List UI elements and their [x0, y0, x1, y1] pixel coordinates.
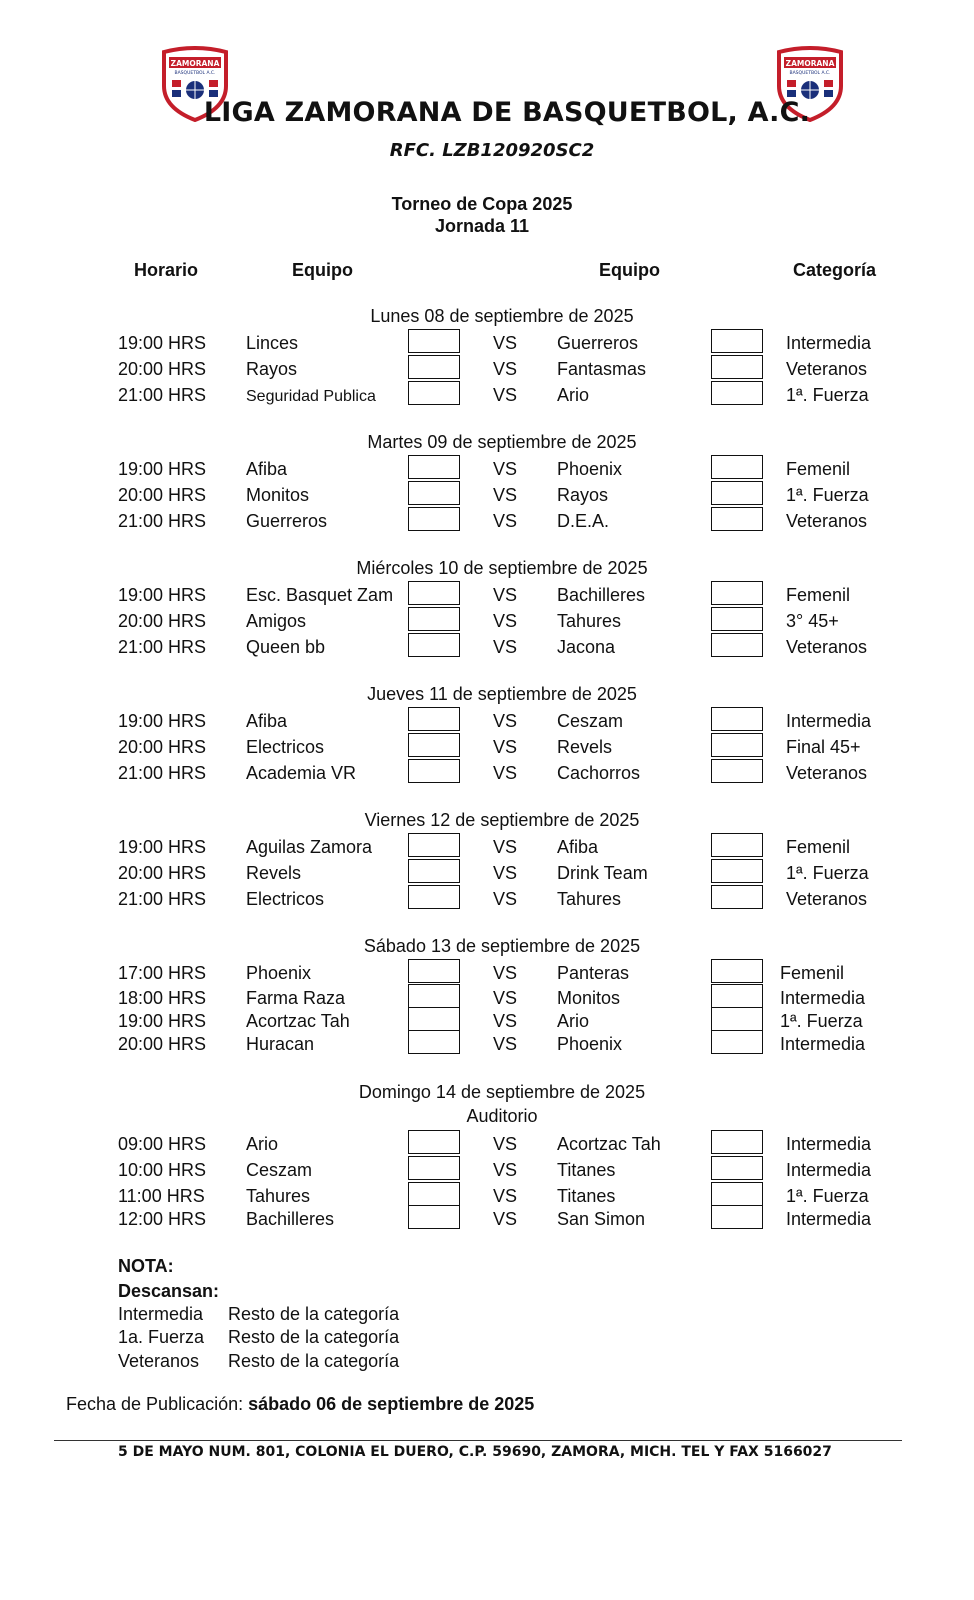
game-category: 3° 45+ — [786, 611, 839, 631]
score-box-away[interactable] — [711, 481, 763, 505]
versus-label: VS — [493, 385, 518, 405]
game-time: 20:00 HRS — [118, 611, 207, 631]
game-category: 1ª. Fuerza — [780, 1011, 863, 1031]
game-time: 20:00 HRS — [118, 359, 207, 379]
score-box-home[interactable] — [408, 381, 460, 405]
game-category: Veteranos — [786, 511, 868, 531]
score-box-home[interactable] — [408, 507, 460, 531]
team-away: Tahures — [557, 611, 622, 631]
game-category: Veteranos — [786, 763, 868, 783]
day-title: Jueves 11 de septiembre de 2025 — [367, 684, 637, 704]
versus-label: VS — [493, 1209, 518, 1229]
logo-text: ZAMORANA — [170, 59, 220, 68]
versus-label: VS — [493, 889, 518, 909]
game-category: Veteranos — [786, 637, 868, 657]
note-title: NOTA: — [118, 1256, 174, 1276]
team-away: Monitos — [557, 988, 621, 1008]
game-row — [0, 333, 974, 357]
team-home: Acortzac Tah — [246, 1011, 350, 1031]
publication-label: Fecha de Publicación: — [66, 1394, 244, 1414]
col-header-team-a: Equipo — [292, 260, 353, 280]
logo-text: ZAMORANA — [785, 59, 835, 68]
score-box-home[interactable] — [408, 1156, 460, 1180]
game-time: 20:00 HRS — [118, 863, 207, 883]
versus-label: VS — [493, 711, 518, 731]
score-box-home[interactable] — [408, 581, 460, 605]
team-away: Guerreros — [557, 333, 639, 353]
game-category: Veteranos — [786, 359, 868, 379]
game-time: 20:00 HRS — [118, 485, 207, 505]
game-row — [0, 1034, 974, 1058]
score-box-home[interactable] — [408, 833, 460, 857]
game-time: 21:00 HRS — [118, 385, 207, 405]
versus-label: VS — [493, 359, 518, 379]
team-home: Ceszam — [246, 1160, 313, 1180]
team-away: Panteras — [557, 963, 630, 983]
round-title: Jornada 11 — [434, 216, 530, 236]
score-box-home[interactable] — [408, 355, 460, 379]
game-time: 19:00 HRS — [118, 837, 207, 857]
team-away: San Simon — [557, 1209, 646, 1229]
game-time: 18:00 HRS — [118, 988, 207, 1008]
team-away: Ario — [557, 385, 590, 405]
score-box-away[interactable] — [711, 833, 763, 857]
tournament-heading — [0, 193, 974, 237]
game-category: Femenil — [786, 585, 851, 605]
team-away: Phoenix — [557, 459, 623, 479]
game-category: Veteranos — [786, 889, 868, 909]
team-home: Revels — [246, 863, 302, 883]
team-home: Afiba — [246, 459, 288, 479]
game-category: Intermedia — [780, 988, 866, 1008]
rest-text: Resto de la categoría — [228, 1304, 400, 1324]
team-home: Huracan — [246, 1034, 315, 1054]
day-title: Viernes 12 de septiembre de 2025 — [364, 810, 640, 830]
versus-label: VS — [493, 763, 518, 783]
game-time: 19:00 HRS — [118, 333, 207, 353]
team-home: Electricos — [246, 737, 325, 757]
game-row — [0, 585, 974, 609]
rest-category: Veteranos — [118, 1351, 200, 1371]
versus-label: VS — [493, 737, 518, 757]
score-box-home[interactable] — [408, 481, 460, 505]
versus-label: VS — [493, 333, 518, 353]
score-box-away[interactable] — [711, 759, 763, 783]
game-row — [0, 1134, 974, 1158]
game-category: Intermedia — [780, 1034, 866, 1054]
team-away: Cachorros — [557, 763, 641, 783]
score-box-away[interactable] — [711, 381, 763, 405]
versus-label: VS — [493, 611, 518, 631]
game-row — [0, 459, 974, 483]
team-home: Queen bb — [246, 637, 326, 657]
publication-value: sábado 06 de septiembre de 2025 — [248, 1394, 535, 1414]
team-away: Rayos — [557, 485, 609, 505]
team-home: Farma Raza — [246, 988, 346, 1008]
team-home: Bachilleres — [246, 1209, 335, 1229]
game-category: Intermedia — [786, 1160, 872, 1180]
score-box-home[interactable] — [408, 759, 460, 783]
team-home: Academia VR — [246, 763, 357, 783]
team-home: Phoenix — [246, 963, 312, 983]
score-box-home[interactable] — [408, 885, 460, 909]
game-category: Final 45+ — [786, 737, 861, 757]
game-time: 21:00 HRS — [118, 511, 207, 531]
game-row — [0, 1011, 974, 1035]
day-title: Miércoles 10 de septiembre de 2025 — [356, 558, 648, 578]
versus-label: VS — [493, 988, 518, 1008]
score-box-home[interactable] — [408, 1007, 460, 1031]
game-row — [0, 637, 974, 661]
score-box-away[interactable] — [711, 1182, 763, 1206]
game-row — [0, 485, 974, 509]
score-box-home[interactable] — [408, 1030, 460, 1054]
rest-category: Intermedia — [118, 1304, 204, 1324]
team-away: Revels — [557, 737, 613, 757]
team-away: Bachilleres — [557, 585, 646, 605]
footer-divider — [54, 1440, 902, 1441]
score-box-home[interactable] — [408, 1205, 460, 1229]
team-away: Phoenix — [557, 1034, 623, 1054]
team-away: Afiba — [557, 837, 599, 857]
rest-text: Resto de la categoría — [228, 1351, 400, 1371]
game-row — [0, 1209, 974, 1233]
team-home: Guerreros — [246, 511, 328, 531]
score-box-home[interactable] — [408, 455, 460, 479]
game-category: Intermedia — [786, 333, 872, 353]
team-away: D.E.A. — [557, 511, 610, 531]
versus-label: VS — [493, 963, 518, 983]
game-category: Femenil — [786, 837, 851, 857]
score-box-away[interactable] — [711, 959, 763, 983]
versus-label: VS — [493, 511, 518, 531]
game-time: 17:00 HRS — [118, 963, 207, 983]
team-home: Aguilas Zamora — [246, 837, 373, 857]
game-category: Intermedia — [786, 711, 872, 731]
day-title: Martes 09 de septiembre de 2025 — [367, 432, 637, 452]
score-box-home[interactable] — [408, 1182, 460, 1206]
score-box-away[interactable] — [711, 1030, 763, 1054]
col-header-team-b: Equipo — [599, 260, 660, 280]
team-away: Drink Team — [557, 863, 648, 883]
team-home: Seguridad Publica — [246, 388, 376, 405]
game-row — [0, 611, 974, 635]
game-category: Intermedia — [786, 1134, 872, 1154]
score-box-home[interactable] — [408, 607, 460, 631]
game-category: 1ª. Fuerza — [786, 863, 869, 883]
score-box-away[interactable] — [711, 507, 763, 531]
team-away: Fantasmas — [557, 359, 647, 379]
versus-label: VS — [493, 1011, 518, 1031]
team-home: Monitos — [246, 485, 310, 505]
score-box-away[interactable] — [711, 355, 763, 379]
game-time: 19:00 HRS — [118, 711, 207, 731]
venue-title: Auditorio — [466, 1106, 538, 1126]
rest-title: Descansan: — [118, 1281, 220, 1301]
score-box-away[interactable] — [711, 633, 763, 657]
versus-label: VS — [493, 1186, 518, 1206]
team-home: Afiba — [246, 711, 288, 731]
game-category: Femenil — [780, 963, 845, 983]
score-box-home[interactable] — [408, 959, 460, 983]
team-away: Tahures — [557, 889, 622, 909]
publication-date — [66, 1394, 534, 1415]
team-home: Ario — [246, 1134, 279, 1154]
score-box-home[interactable] — [408, 633, 460, 657]
game-row — [0, 711, 974, 735]
versus-label: VS — [493, 585, 518, 605]
score-box-away[interactable] — [711, 329, 763, 353]
game-time: 09:00 HRS — [118, 1134, 207, 1154]
versus-label: VS — [493, 863, 518, 883]
game-row — [0, 889, 974, 913]
game-row — [0, 511, 974, 535]
score-box-away[interactable] — [711, 1130, 763, 1154]
score-box-home[interactable] — [408, 733, 460, 757]
team-away: Ceszam — [557, 711, 624, 731]
score-box-away[interactable] — [711, 1156, 763, 1180]
game-row — [0, 963, 974, 987]
tournament-title: Torneo de Copa 2025 — [391, 194, 573, 214]
game-row — [0, 1186, 974, 1210]
game-row — [0, 863, 974, 887]
game-time: 19:00 HRS — [118, 1011, 207, 1031]
score-box-away[interactable] — [711, 455, 763, 479]
team-away: Acortzac Tah — [557, 1134, 661, 1154]
game-time: 21:00 HRS — [118, 889, 207, 909]
game-time: 12:00 HRS — [118, 1209, 207, 1229]
team-away: Titanes — [557, 1186, 616, 1206]
team-home: Esc. Basquet Zam — [246, 585, 394, 605]
game-row — [0, 763, 974, 787]
team-home: Tahures — [246, 1186, 311, 1206]
logo-subtext: BASQUETBOL A.C. — [174, 71, 216, 76]
versus-label: VS — [493, 837, 518, 857]
score-box-away[interactable] — [711, 1205, 763, 1229]
game-row — [0, 359, 974, 383]
game-time: 20:00 HRS — [118, 1034, 207, 1054]
score-box-home[interactable] — [408, 859, 460, 883]
rest-text: Resto de la categoría — [228, 1327, 400, 1347]
footer-address: 5 DE MAYO NUM. 801, COLONIA EL DUERO, C.P. 59690, ZAMORA, MICH. TEL Y FAX 5166027 — [118, 1444, 832, 1460]
versus-label: VS — [493, 1034, 518, 1054]
game-row — [0, 737, 974, 761]
game-row — [0, 988, 974, 1012]
game-category: Femenil — [786, 459, 851, 479]
team-away: Ario — [557, 1011, 590, 1031]
versus-label: VS — [493, 459, 518, 479]
team-home: Electricos — [246, 889, 325, 909]
score-box-away[interactable] — [711, 859, 763, 883]
score-box-away[interactable] — [711, 733, 763, 757]
game-row — [0, 385, 974, 409]
day-title: Lunes 08 de septiembre de 2025 — [370, 306, 634, 326]
score-box-home[interactable] — [408, 707, 460, 731]
org-name: LIGA ZAMORANA DE BASQUETBOL, A.C. — [203, 97, 811, 128]
game-time: 11:00 HRS — [118, 1186, 205, 1206]
versus-label: VS — [493, 1134, 518, 1154]
score-box-home[interactable] — [408, 329, 460, 353]
game-category: 1ª. Fuerza — [786, 385, 869, 405]
logo-subtext: BASQUETBOL A.C. — [789, 71, 831, 76]
col-header-time: Horario — [134, 260, 199, 280]
game-time: 21:00 HRS — [118, 637, 207, 657]
game-row — [0, 1160, 974, 1184]
versus-label: VS — [493, 637, 518, 657]
game-category: 1ª. Fuerza — [786, 485, 869, 505]
team-home: Rayos — [246, 359, 298, 379]
game-time: 20:00 HRS — [118, 737, 207, 757]
score-box-away[interactable] — [711, 707, 763, 731]
day-title: Domingo 14 de septiembre de 2025 — [358, 1082, 646, 1102]
score-box-away[interactable] — [711, 581, 763, 605]
score-box-away[interactable] — [711, 607, 763, 631]
team-home: Amigos — [246, 611, 307, 631]
rfc: RFC. LZB120920SC2 — [389, 140, 595, 161]
game-time: 10:00 HRS — [118, 1160, 207, 1180]
team-home: Linces — [246, 333, 299, 353]
rest-category: 1a. Fuerza — [118, 1327, 205, 1347]
team-away: Titanes — [557, 1160, 616, 1180]
day-title: Sábado 13 de septiembre de 2025 — [363, 936, 641, 956]
game-time: 19:00 HRS — [118, 459, 207, 479]
versus-label: VS — [493, 1160, 518, 1180]
col-header-category: Categoría — [793, 260, 877, 280]
score-box-away[interactable] — [711, 1007, 763, 1031]
team-away: Jacona — [557, 637, 616, 657]
game-category: Intermedia — [786, 1209, 872, 1229]
game-category: 1ª. Fuerza — [786, 1186, 869, 1206]
game-time: 21:00 HRS — [118, 763, 207, 783]
score-box-away[interactable] — [711, 885, 763, 909]
score-box-home[interactable] — [408, 984, 460, 1008]
score-box-home[interactable] — [408, 1130, 460, 1154]
game-row — [0, 837, 974, 861]
game-time: 19:00 HRS — [118, 585, 207, 605]
score-box-away[interactable] — [711, 984, 763, 1008]
versus-label: VS — [493, 485, 518, 505]
